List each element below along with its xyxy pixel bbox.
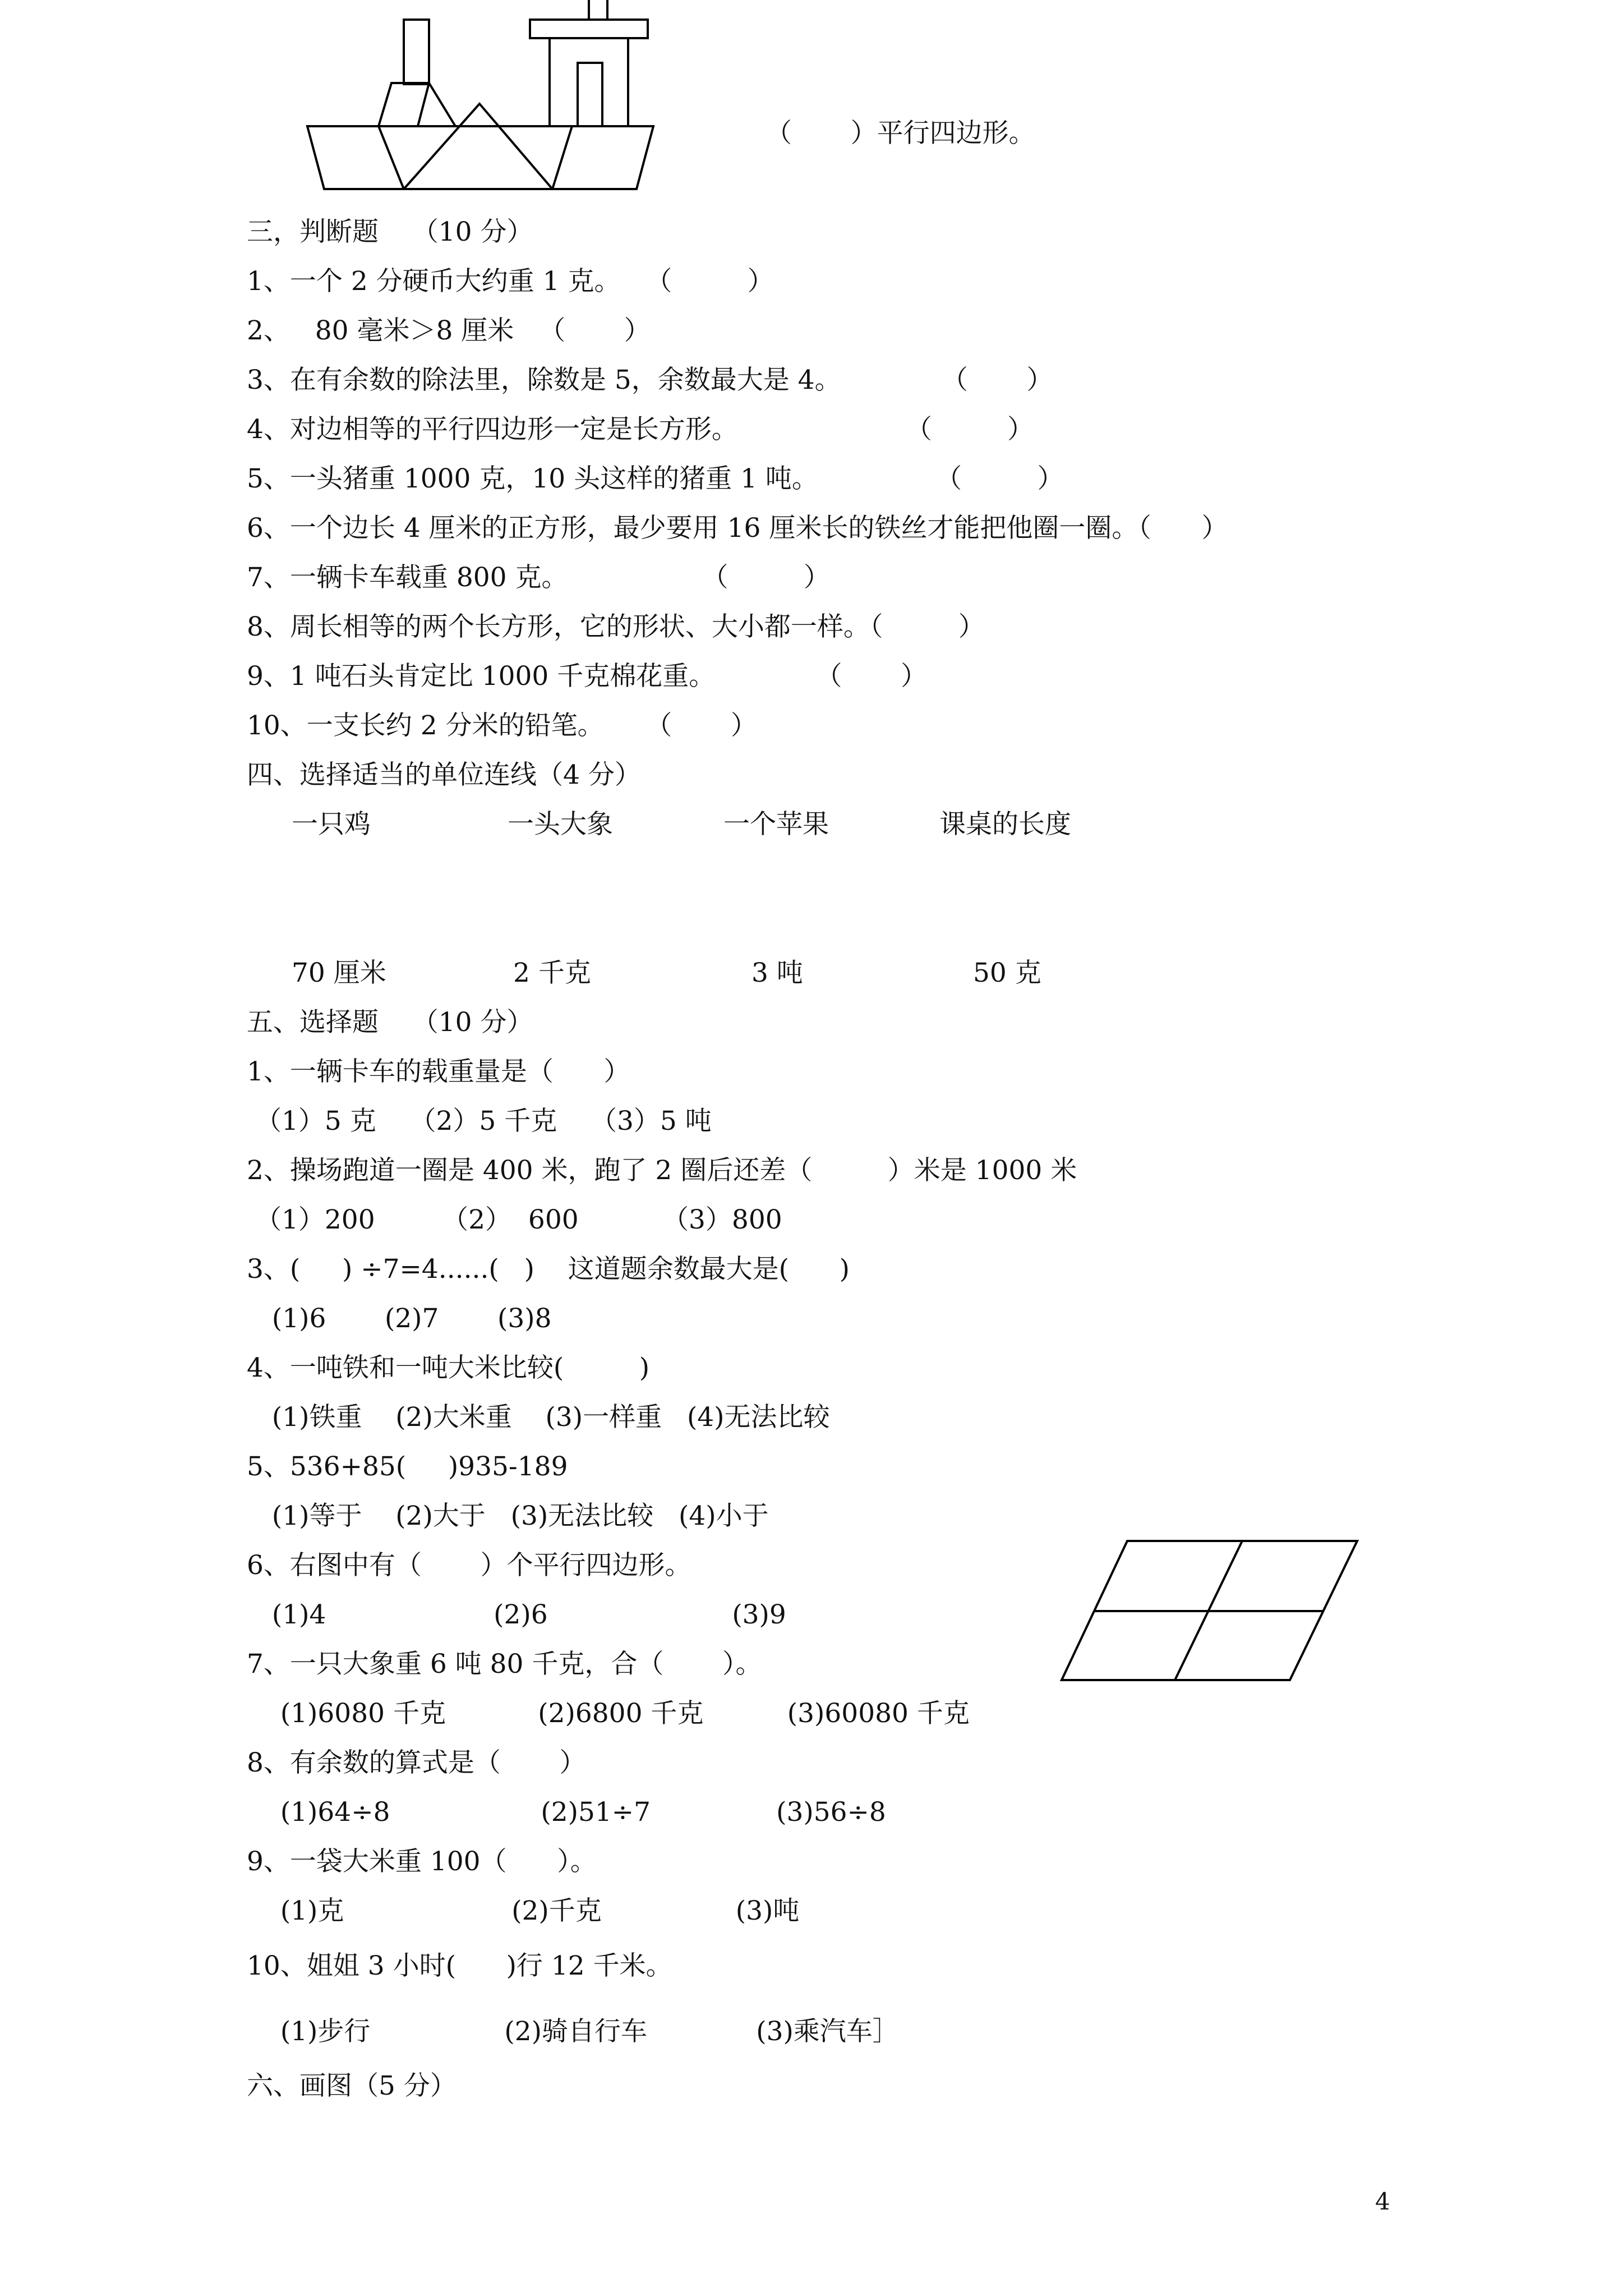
choice-q9-options: (1)克 (2)千克 (3)吨	[255, 1895, 800, 1926]
choice-q2-options: （1）200 （2） 600 （3）800	[255, 1204, 782, 1235]
judge-item-2: 2、 80 毫米＞8 厘米 （ ）	[247, 315, 651, 346]
boat-tower-shape	[550, 38, 628, 126]
unit-3t: 3 吨	[751, 958, 803, 988]
judge-item-7: 7、一辆卡车载重 800 克。 （ ）	[247, 562, 830, 593]
boat-triangle-shape	[404, 104, 552, 189]
boat-cabin-shape	[379, 83, 455, 126]
unit-70cm: 70 厘米	[292, 958, 386, 988]
choice-q4-options: (1)铁重 (2)大米重 (3)一样重 (4)无法比较	[255, 1402, 830, 1433]
section6-title: 六、画图（5 分）	[247, 2070, 457, 2101]
object-desk-length: 课桌的长度	[939, 809, 1071, 840]
unit-2kg: 2 千克	[513, 958, 591, 988]
choice-q8-options: (1)64÷8 (2)51÷7 (3)56÷8	[255, 1797, 886, 1828]
boat-chimney-shape	[404, 20, 429, 84]
choice-q8: 8、有余数的算式是（ ）	[247, 1747, 586, 1778]
unit-50g: 50 克	[973, 958, 1041, 988]
choice-q4: 4、一吨铁和一吨大米比较( )	[247, 1352, 650, 1383]
judge-item-10: 10、一支长约 2 分米的铅笔。 （ ）	[247, 710, 757, 741]
judge-item-9: 9、1 吨石头肯定比 1000 千克棉花重。 （ ）	[247, 661, 928, 692]
choice-q5: 5、536+85( )935-189	[247, 1451, 568, 1482]
parallelogram-count-prompt: （ ）平行四边形。	[766, 118, 1035, 149]
judge-item-6: 6、一个边长 4 厘米的正方形，最少要用 16 厘米长的铁丝才能把他圈一圈。（ ）	[247, 513, 1228, 544]
section5-title: 五、选择题 （10 分）	[247, 1007, 533, 1038]
choice-q6-options: (1)4 (2)6 (3)9	[255, 1599, 786, 1630]
choice-q9: 9、一袋大米重 100（ ）。	[247, 1846, 597, 1877]
choice-q10: 10、姐姐 3 小时( )行 12 千米。	[247, 1950, 672, 1981]
choice-q1-options: （1）5 克 （2）5 千克 （3）5 吨	[255, 1106, 712, 1137]
boat-hull-shape	[307, 126, 653, 189]
judge-item-4: 4、对边相等的平行四边形一定是长方形。 （ ）	[247, 414, 1034, 445]
judge-item-5: 5、一头猪重 1000 克，10 头这样的猪重 1 吨。 （ ）	[247, 463, 1064, 494]
choice-q1: 1、一辆卡车的载重量是（ ）	[247, 1056, 630, 1087]
choice-q3-options: (1)6 (2)7 (3)8	[255, 1303, 552, 1334]
section4-title: 四、选择适当的单位连线（4 分）	[247, 760, 641, 790]
object-elephant: 一头大象	[508, 809, 613, 840]
parallelogram-grid-figure	[1054, 1531, 1368, 1688]
object-chicken: 一只鸡	[292, 809, 371, 840]
choice-q5-options: (1)等于 (2)大于 (3)无法比较 (4)小于	[255, 1501, 769, 1531]
choice-q2: 2、操场跑道一圈是 400 米，跑了 2 圈后还差（ ）米是 1000 米	[247, 1155, 1077, 1186]
judge-item-8: 8、周长相等的两个长方形，它的形状、大小都一样。（ ）	[247, 611, 985, 642]
object-apple: 一个苹果	[723, 809, 829, 840]
choice-q7: 7、一只大象重 6 吨 80 千克，合（ ）。	[247, 1649, 762, 1680]
choice-q3: 3、( ) ÷7=4......( ) 这道题余数最大是( )	[247, 1254, 850, 1285]
choice-q7-options: (1)6080 千克 (2)6800 千克 (3)60080 千克	[255, 1698, 970, 1729]
choice-q6: 6、右图中有（ ）个平行四边形。	[247, 1550, 691, 1581]
judge-item-3: 3、在有余数的除法里，除数是 5，余数最大是 4。 （ ）	[247, 365, 1053, 395]
page-number: 4	[1375, 2188, 1390, 2215]
section3-title: 三，判断题 （10 分）	[247, 217, 533, 247]
judge-item-1: 1、一个 2 分硬币大约重 1 克。 （ ）	[247, 266, 774, 297]
boat-figure	[297, 0, 690, 202]
choice-q10-options: (1)步行 (2)骑自行车 (3)乘汽车］	[255, 2016, 899, 2047]
